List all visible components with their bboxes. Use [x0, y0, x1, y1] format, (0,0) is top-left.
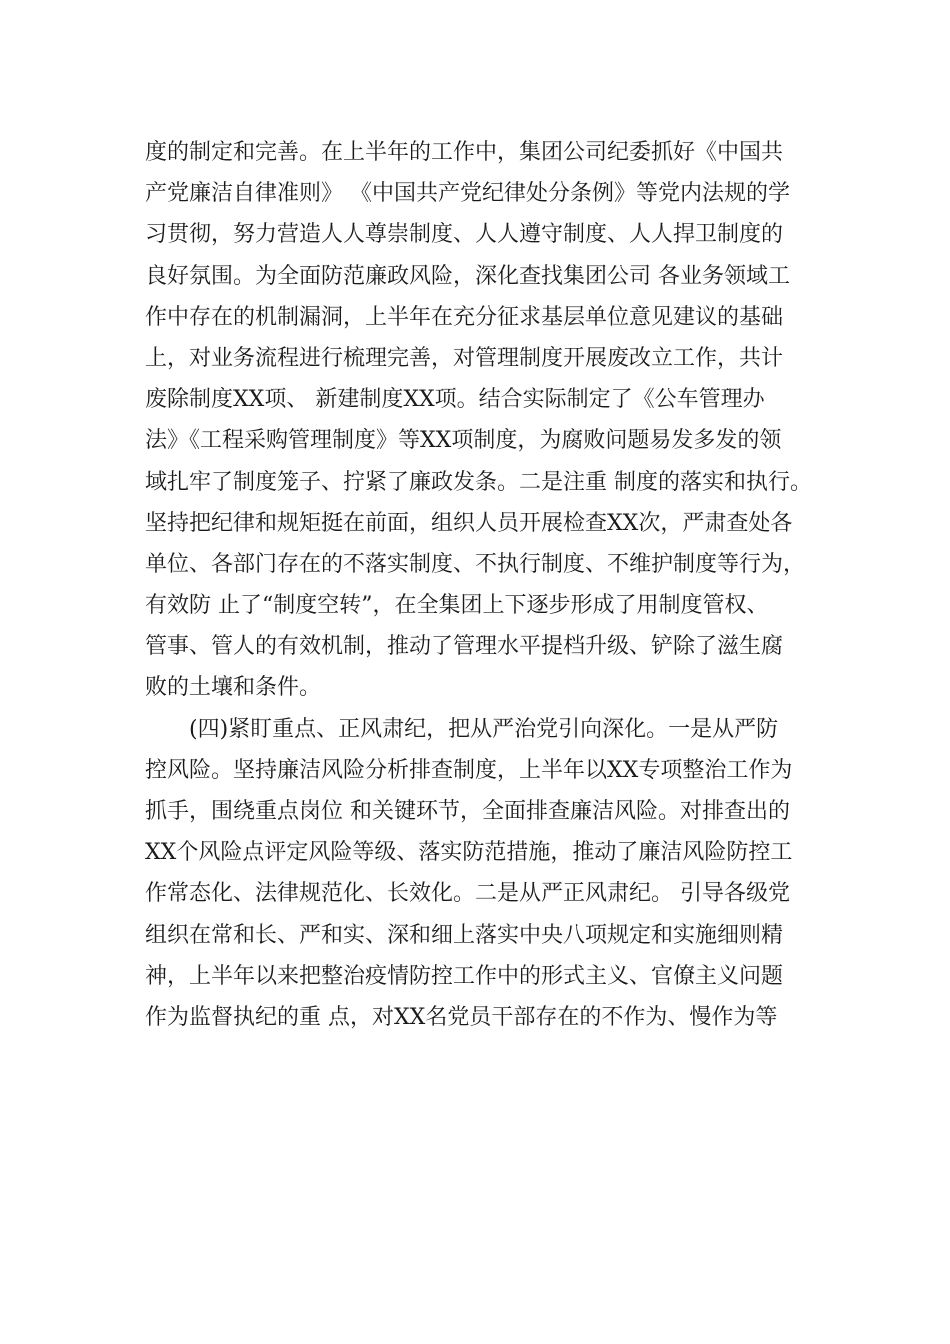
text-line: 良好氛围。为全面防范廉政风险，深化查找集团公司 各业务领域工 [145, 263, 790, 289]
text-line: 习贯彻，努力营造人人尊崇制度、人人遵守制度、人人捍卫制度的 [145, 222, 784, 248]
body-text [145, 132, 815, 1038]
text-line: 组织在常和长、严和实、深和细上落实中央八项规定和实施细则精 [145, 922, 784, 948]
text-line: (四)紧盯重点、正风肃纪，把从严治党引向深化。一是从严防 [189, 716, 779, 742]
text-line: 抓手，围绕重点岗位 和关键环节，全面排查廉洁风险。对排查出的 [145, 799, 790, 824]
text-line: 控风险。坚持廉洁风险分析排查制度，上半年以XX专项整治工作为 [145, 757, 793, 783]
text-line: 败的土壤和条件。 [145, 675, 322, 701]
text-line: 坚持把纪律和规矩挺在前面，组织人员开展检查XX次，严肃查处各 [145, 510, 793, 536]
text-line: 单位、各部门存在的不落实制度、不执行制度、不维护制度等行为， [145, 551, 806, 577]
text-line: 有效防 止了“制度空转”，在全集团上下逐步形成了用制度管权、 [145, 593, 769, 619]
text-line: 作中存在的机制漏洞，上半年在充分征求基层单位意见建议的基础 [145, 304, 784, 330]
text-line: XX个风险点评定风险等级、落实防范措施，推动了廉洁风险防控工 [145, 840, 793, 866]
text-line: 产党廉洁自律准则》 《中国共产党纪律处分条例》等党内法规的学 [145, 181, 790, 207]
text-line: 法》《工程采购管理制度》等XX项制度，为腐败问题易发多发的领 [145, 428, 782, 454]
text-line: 作为监督执纪的重 点，对XX名党员干部存在的不作为、慢作为等 [145, 1004, 778, 1030]
text-line: 度的制定和完善。在上半年的工作中，集团公司纪委抓好《中国共 [145, 140, 784, 165]
text-line: 神，上半年以来把整治疫情防控工作中的形式主义、官僚主义问题 [145, 963, 784, 989]
text-line: 作常态化、法律规范化、长效化。二是从严正风肃纪。 引导各级党 [145, 881, 790, 907]
text-line: 上，对业务流程进行梳理完善，对管理制度开展废改立工作，共计 [145, 345, 784, 371]
text-line: 域扎牢了制度笼子、拧紧了廉政发条。二是注重 制度的落实和执行。 [145, 469, 812, 495]
text-line: 管事、管人的有效机制，推动了管理水平提档升级、铲除了滋生腐 [145, 634, 784, 660]
text-line: 废除制度XX项、 新建制度XX项。结合实际制定了《公车管理办 [145, 387, 765, 413]
